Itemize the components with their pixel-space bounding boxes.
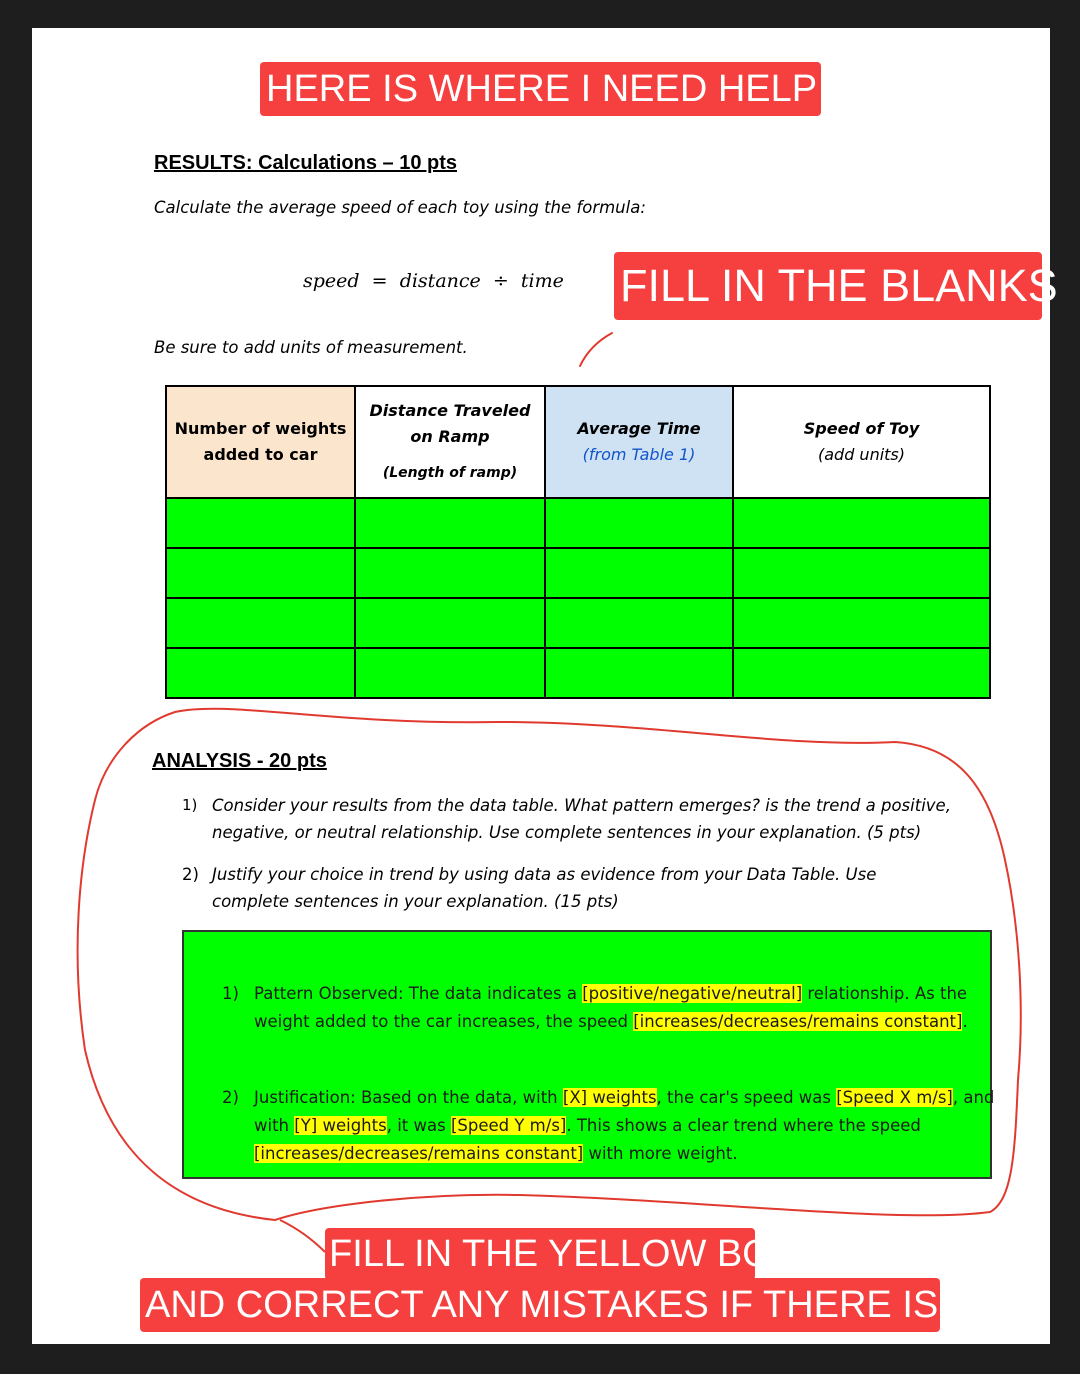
header-distance-line3: (Length of ramp) bbox=[382, 465, 518, 481]
table-row bbox=[166, 498, 990, 548]
formula-distance: distance bbox=[399, 270, 481, 292]
header-weights-line2: added to car bbox=[203, 445, 318, 464]
answer-2 bbox=[222, 1084, 994, 1168]
highlight-blank[interactable]: [positive/negative/neutral] bbox=[582, 984, 803, 1003]
question-line: Justify your choice in trend by using data as evidence from your Data Table. Use bbox=[212, 865, 877, 884]
table-cell[interactable] bbox=[166, 548, 355, 598]
formula-divide: ÷ bbox=[492, 270, 509, 292]
table-cell[interactable] bbox=[355, 648, 545, 698]
speed-formula bbox=[303, 270, 564, 292]
table-header-row bbox=[166, 386, 990, 498]
header-distance bbox=[355, 386, 545, 498]
question-number: 2) bbox=[182, 865, 199, 884]
formula-time: time bbox=[520, 270, 564, 292]
table-cell[interactable] bbox=[545, 598, 733, 648]
formula-equals: = bbox=[371, 270, 388, 292]
analysis-question-2 bbox=[182, 861, 876, 915]
answer-text: . This shows a clear trend where the speed bbox=[566, 1116, 921, 1135]
header-speed bbox=[733, 386, 990, 498]
answer-line bbox=[254, 1084, 994, 1112]
answer-line bbox=[254, 1112, 994, 1140]
table-cell[interactable] bbox=[733, 498, 990, 548]
answer-1 bbox=[222, 980, 968, 1036]
analysis-question-1 bbox=[182, 792, 951, 846]
results-heading: RESULTS: Calculations – 10 pts bbox=[154, 152, 458, 174]
answer-text: Pattern Observed: The data indicates a bbox=[254, 984, 583, 1003]
question-line: Consider your results from the data table. What pattern emerges? is the trend a positive, bbox=[212, 796, 951, 815]
header-distance-line2: on Ramp bbox=[410, 427, 490, 446]
table-cell[interactable] bbox=[166, 598, 355, 648]
table-cell[interactable] bbox=[545, 498, 733, 548]
highlight-blank[interactable]: [X] weights bbox=[562, 1088, 657, 1107]
answer-text: . bbox=[962, 1012, 968, 1031]
highlight-blank[interactable]: [increases/decreases/remains constant] bbox=[254, 1144, 584, 1163]
answer-text: with more weight. bbox=[583, 1144, 738, 1163]
answer-number: 2) bbox=[222, 1088, 239, 1107]
answer-text: , it was bbox=[386, 1116, 451, 1135]
highlight-blank[interactable]: [Y] weights bbox=[294, 1116, 387, 1135]
answer-text: weight added to the car increases, the speed bbox=[254, 1012, 634, 1031]
answer-box[interactable] bbox=[182, 930, 995, 1179]
table-row bbox=[166, 548, 990, 598]
question-line: negative, or neutral relationship. Use complete sentences in your explanation. (5 pts) bbox=[212, 823, 922, 842]
help-banner: HERE IS WHERE I NEED HELP 2/3 bbox=[260, 62, 821, 116]
answer-text: relationship. As the bbox=[802, 984, 968, 1003]
fill-blanks-banner: FILL IN THE BLANKS bbox=[614, 252, 1042, 320]
table-cell[interactable] bbox=[166, 648, 355, 698]
highlight-blank[interactable]: [increases/decreases/remains constant] bbox=[633, 1012, 963, 1031]
results-table bbox=[165, 385, 991, 699]
answer-text: , and bbox=[952, 1088, 995, 1107]
document-page bbox=[32, 28, 1058, 1344]
results-instruction: Calculate the average speed of each toy using the formula: bbox=[154, 198, 646, 217]
table-cell[interactable] bbox=[545, 548, 733, 598]
highlight-blank[interactable]: [Speed Y m/s] bbox=[450, 1116, 567, 1135]
header-speed-line1: Speed of Toy bbox=[803, 419, 920, 438]
answer-text: , the car's speed was bbox=[656, 1088, 837, 1107]
header-time bbox=[545, 386, 733, 498]
question-number: 1) bbox=[182, 796, 198, 814]
answer-line bbox=[254, 1008, 968, 1036]
highlight-blank[interactable]: [Speed X m/s] bbox=[836, 1088, 953, 1107]
header-weights-line1: Number of weights bbox=[174, 419, 347, 438]
table-cell[interactable] bbox=[733, 648, 990, 698]
header-time-line1: Average Time bbox=[577, 419, 701, 438]
table-cell[interactable] bbox=[545, 648, 733, 698]
header-distance-line1: Distance Traveled bbox=[369, 401, 531, 420]
answer-text: Justification: Based on the data, with bbox=[254, 1088, 563, 1107]
header-time-line2: (from Table 1) bbox=[582, 445, 696, 464]
table-row bbox=[166, 598, 990, 648]
table-cell[interactable] bbox=[355, 598, 545, 648]
formula-speed: speed bbox=[303, 270, 360, 292]
table-cell[interactable] bbox=[166, 498, 355, 548]
answer-number: 1) bbox=[222, 984, 239, 1003]
answer-text: with bbox=[254, 1116, 295, 1135]
header-weights bbox=[166, 386, 355, 498]
table-row bbox=[166, 648, 990, 698]
table-cell[interactable] bbox=[355, 548, 545, 598]
table-cell[interactable] bbox=[355, 498, 545, 548]
header-speed-line2: (add units) bbox=[817, 445, 906, 464]
table-cell[interactable] bbox=[733, 598, 990, 648]
answer-line bbox=[254, 980, 968, 1008]
analysis-heading: ANALYSIS - 20 pts bbox=[152, 750, 327, 772]
answer-line bbox=[254, 1140, 994, 1168]
units-note: Be sure to add units of measurement. bbox=[154, 338, 468, 357]
fill-yellow-banner: FILL IN THE YELLOW BOX bbox=[325, 1228, 755, 1280]
table-cell[interactable] bbox=[733, 548, 990, 598]
question-line: complete sentences in your explanation. (15 pts) bbox=[212, 892, 619, 911]
correct-mistakes-banner: AND CORRECT ANY MISTAKES IF THERE IS ANY bbox=[140, 1278, 940, 1332]
